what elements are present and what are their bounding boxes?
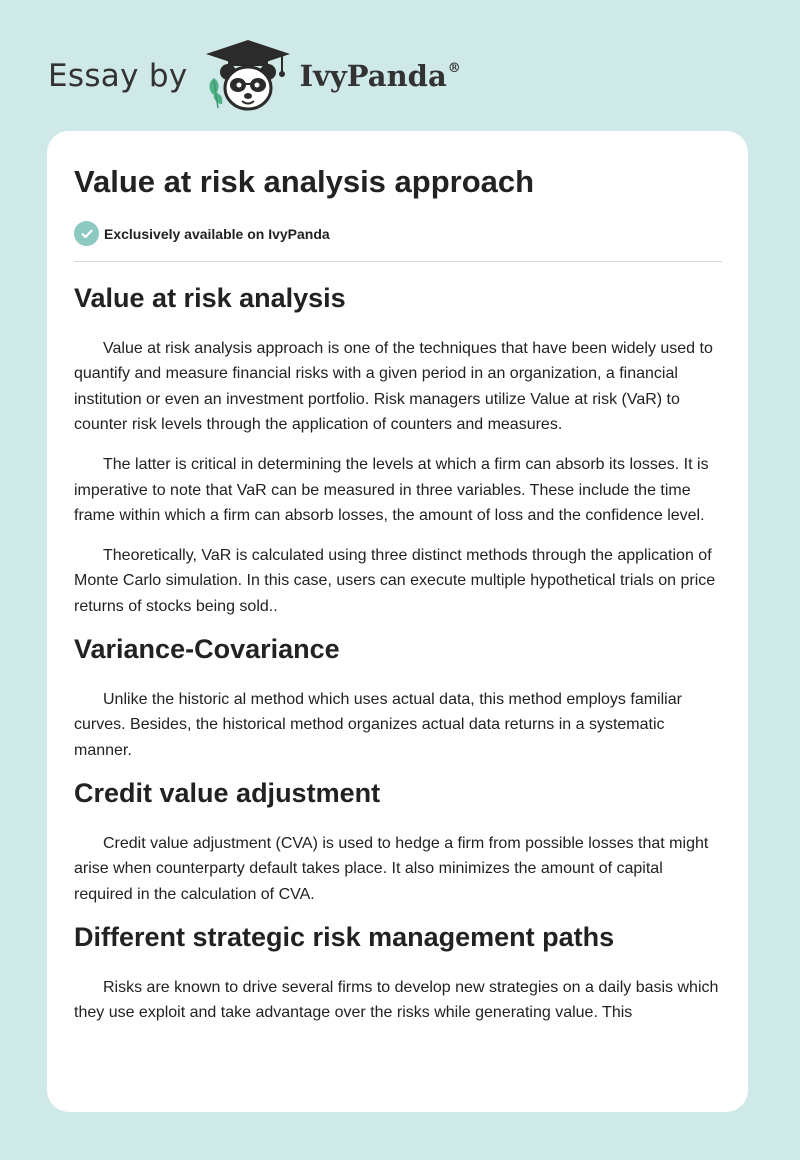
- brand-name[interactable]: IvyPanda®: [299, 59, 461, 93]
- graduation-cap-panda-icon: [202, 38, 294, 114]
- paragraph: Value at risk analysis approach is one of the techniques that have been widely used to quantify and measure financial risks with a given period in an organization, a financial institution or even an investment portfolio. Risk managers utilize Value at risk (VaR) to counter risk levels through the application of counters and measures.: [74, 340, 713, 433]
- section-heading: Variance-Covariance: [74, 634, 340, 665]
- article-body: [74, 281, 724, 1026]
- paragraph: Unlike the historic al method which uses actual data, this method employs familiar curves. Besides, the historical method organizes actual data returns in a systematic manner.: [74, 691, 682, 759]
- paragraph: Risks are known to drive several firms to develop new strategies on a daily basis which they use exploit and take advantage over the risks while generating value. This: [74, 979, 719, 1022]
- section-heading: Different strategic risk management paths: [74, 922, 615, 953]
- section-heading: Value at risk analysis: [74, 283, 346, 313]
- check-circle-icon: [74, 221, 99, 246]
- paragraph: The latter is critical in determining the levels at which a firm can absorb its losses. It is imperative to note that VaR can be measured in three variables. These include the time frame within which a firm can absorb losses, the amount of loss and the confidence level.: [74, 456, 709, 524]
- essay-by-label: Essay by: [48, 58, 188, 94]
- registered-mark: ®: [447, 61, 461, 76]
- article-card: [47, 131, 748, 1112]
- paragraph: Theoretically, VaR is calculated using three distinct methods through the application of Monte Carlo simulation. In this case, users can execute multiple hypothetical trials on price returns of stocks being sold..: [74, 547, 716, 615]
- paragraph: Credit value adjustment (CVA) is used to hedge a firm from possible losses that might arise when counterparty default takes place. It also minimizes the amount of capital required in the calculation of CVA.: [74, 835, 709, 903]
- page-title: Value at risk analysis approach: [74, 164, 535, 199]
- title-divider: [74, 261, 722, 262]
- site-header: [48, 36, 461, 116]
- exclusive-badge: [74, 221, 330, 246]
- exclusive-label: Exclusively available on IvyPanda: [104, 225, 330, 242]
- section-heading: Credit value adjustment: [74, 778, 381, 809]
